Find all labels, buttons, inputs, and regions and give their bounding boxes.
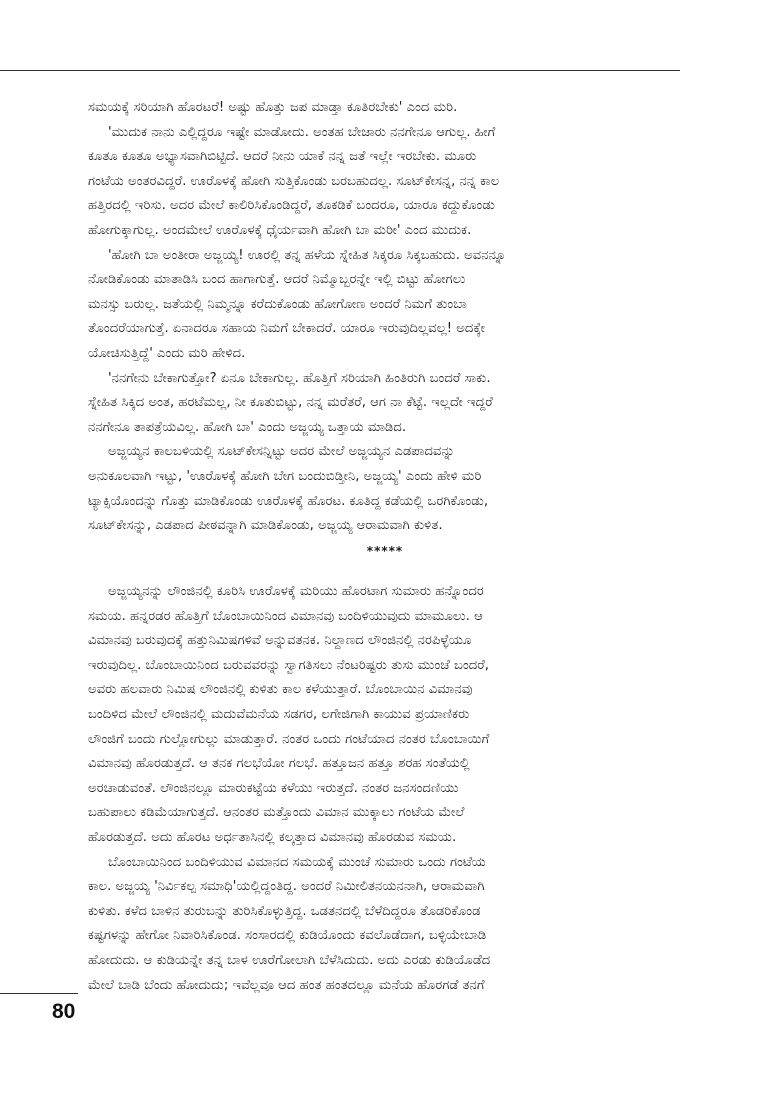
text-line: ವಿಮಾನವು ಬರುವುದಕ್ಕೆ ಹತ್ತುನಿಮಿಷಗಳಿವೆ ಅನ್ನುವತನಕ. ನಿಲ್ದಾಣದ ಲೌಂಜಿನಲ್ಲಿ ನರಪಿಳ್ಳೆಯೂ	[88, 633, 472, 649]
top-rule	[0, 70, 680, 71]
text-line: ಸಮಯಕ್ಕೆ ಸರಿಯಾಗಿ ಹೊರಟರೆ! ಅಷ್ಟು ಹೊತ್ತು ಜಪ ಮಾಡ್ತಾ ಕೂತಿರಬೇಕು' ಎಂದ ಮರಿ.	[88, 100, 458, 115]
text-line: ಇರುವುದಿಲ್ಲ. ಬೊಂಬಾಯಿನಿಂದ ಬರುವವರನ್ನು ಸ್ವಾಗತಿಸಲು ನೆಂಟರಿಷ್ಟರು ತುಸು ಮುಂಚೆ ಬಂದರೆ,	[88, 657, 490, 673]
text-line: ಕಷ್ಟಗಳನ್ನು ಹೇಗೋ ನಿವಾರಿಸಿಕೊಂಡ. ಸಂಸಾರದಲ್ಲಿ ಕುಡಿಯೊಂದು ಕವಲೊಡೆದಾಗ, ಬಳ್ಳಿಯೇಬಾಡಿ	[88, 928, 487, 944]
text-line: ಕಾಲ. ಅಜ್ಜಯ್ಯ 'ನಿರ್ವಿಕಲ್ಪ ಸಮಾಧಿ'ಯಲ್ಲಿದ್ದಂತಿದ್ದ. ಅಂದರೆ ನಿಮೀಲಿತನಯನನಾಗಿ, ಆರಾಮವಾಗಿ	[88, 879, 485, 895]
text-line: ಹೋಗುಕ್ಕಾಗುಲ್ಲ. ಅಂದಮೇಲೆ ಊರೊಳಕ್ಕೆ ಧೈರ್ಯವಾಗಿ ಹೋಗಿ ಬಾ ಮರೀ' ಎಂದ ಮುದುಕ.	[88, 222, 472, 238]
text-line: ಬಹುಪಾಲು ಕಡಿಮೆಯಾಗುತ್ತದೆ. ಆನಂತರ ಮತ್ತೊಂದು ವಿಮಾನ ಮುಕ್ಕಾಲು ಗಂಟೆಯ ಮೇಲೆ	[88, 805, 465, 821]
text-line: ಟ್ಯಾಕ್ಸಿಯೊಂದನ್ನು ಗೊತ್ತು ಮಾಡಿಕೊಂಡು ಊರೊಳಕ್ಕೆ ಹೊರಟ. ಕೂತಿದ್ದ ಕಡೆಯಲ್ಲಿ ಒರಗಿಕೊಂಡು,	[88, 493, 489, 509]
text-line: ಅಜ್ಜಯ್ಯನನ್ನು ಲೌಂಜಿನಲ್ಲಿ ಕೂರಿಸಿ ಊರೊಳಕ್ಕೆ ಮರಿಯು ಹೊರಟಾಗ ಸುಮಾರು ಹನ್ನೊಂದರ	[108, 584, 484, 599]
text-line: ಯೋಚಿಸುತ್ತಿದ್ದೆ' ಎಂದು ಮರಿ ಹೇಳಿದ.	[88, 345, 246, 361]
text-line: 'ನನಗೇನು ಬೇಕಾಗುತ್ತೋ? ಏನೂ ಬೇಕಾಗುಲ್ಲ. ಹೊತ್ತಿಗೆ ಸರಿಯಾಗಿ ಹಿಂತಿರುಗಿ ಬಂದರೆ ಸಾಕು.	[108, 370, 491, 386]
text-line: ಹೊರಡುತ್ತದೆ. ಅದು ಹೊರಟ ಅರ್ಧತಾಸಿನಲ್ಲಿ ಕಲ್ಕತ್ತಾದ ವಿಮಾನವು ಹೊರಡುವ ಸಮಯ.	[88, 829, 457, 845]
text-line: ಮನಸ್ಸು ಬರುಲ್ಲ. ಜತೆಯಲ್ಲಿ ನಿಮ್ಮನ್ನೂ ಕರೆದುಕೊಂಡು ಹೋಗೋಣ ಅಂದರೆ ನಿಮಗೆ ತುಂಬಾ	[88, 296, 467, 312]
text-line: ವಿಮಾನವು ಹೊರಡುತ್ತದೆ. ಆ ತನಕ ಗಲಭೆಯೋ ಗಲಭೆ. ಹತ್ತೂಜನ ಹತ್ತೂ ಶರಹ ಸಂತೆಯಲ್ಲಿ	[88, 756, 470, 772]
text-line: ಸೂಟ್‌ಕೇಸನ್ನು, ಎಡಪಾದ ಪೀಠವನ್ನಾಗಿ ಮಾಡಿಕೊಂಡು, ಅಜ್ಜಯ್ಯ ಆರಾಮವಾಗಿ ಕುಳಿತ.	[88, 518, 443, 534]
section-1	[88, 96, 682, 563]
text-line: ಮೇಲೆ ಬಾಡಿ ಬೆಂದು ಹೋದುದು; ಇವೆಲ್ಲವೂ ಆದ ಹಂತ ಹಂತದಲ್ಲೂ ಮನೆಯ ಹೊರಗಡೆ ತನಗೆ	[88, 977, 485, 993]
text-line: ಕುಳಿತು. ಕಳೆದ ಬಾಳಿನ ತುರುಬನ್ನು ತುರಿಸಿಕೊಳ್ಳುತ್ತಿದ್ದ. ಒಡತನದಲ್ಲಿ ಬೆಳೆದಿದ್ದರೂ ತೊಡರಿಕೊಂಡ	[88, 903, 481, 919]
text-line: ಅನುಕೂಲವಾಗಿ ಇಟ್ಟು, 'ಊರೊಳಕ್ಕೆ ಹೋಗಿ ಬೇಗ ಬಂದುಬಿಡ್ತೀನಿ, ಅಜ್ಜಯ್ಯ' ಎಂದು ಹೇಳಿ ಮರಿ	[88, 468, 482, 484]
text-line: 'ಹೋಗಿ ಬಾ ಅಂತೀರಾ ಅಜ್ಜಯ್ಯ! ಊರಲ್ಲಿ ತನ್ನ ಹಳೆಯ ಸ್ನೇಹಿತ ಸಿಕ್ಕರೂ ಸಿಕ್ಕಬಹುದು. ಅವನನ್ನೂ	[108, 247, 507, 263]
section-divider: *****	[366, 543, 404, 558]
page-number: 80	[52, 1000, 76, 1023]
text-line: ಕೂತೂ ಕೂತೂ ಅಭ್ಯಾಸವಾಗಿಬಿಟ್ಟಿದೆ. ಆದರೆ ನೀನು ಯಾಕೆ ನನ್ನ ಜತೆ ಇಲ್ಲೇ ಇರಬೇಕು. ಮೂರು	[88, 149, 477, 165]
text-line: ಬಂದಿಳಿದ ಮೇಲೆ ಲೌಂಜಿನಲ್ಲಿ ಮದುವೆಮನೆಯ ಸಡಗರ, ಲಗೇಜಿಗಾಗಿ ಕಾಯುವ ಪ್ರಯಾಣಿಕರು	[88, 706, 470, 722]
text-line: 'ಮುದುಕ ನಾನು ಎಲ್ಲಿದ್ದರೂ ಇಷ್ಟೇ ಮಾಡೋದು. ಅಂತಹ ಬೇಜಾರು ನನಗೇನೂ ಆಗುಲ್ಲ. ಹೀಗೆ	[108, 124, 496, 140]
text-line: ಲೌಂಜಿಗೆ ಬಂದು ಗುಲ್ಲೋಗುಲ್ಲು ಮಾಡುತ್ತಾರೆ. ನಂತರ ಒಂದು ಗಂಟೆಯಾದ ನಂತರ ಬೊಂಬಾಯಿಗೆ	[88, 731, 490, 747]
text-line: ನನಗೇನೂ ತಾಪತ್ರೆಯವಿಲ್ಲ. ಹೋಗಿ ಬಾ' ಎಂದು ಅಜ್ಜಯ್ಯ ಒತ್ತಾಯ ಮಾಡಿದ.	[88, 419, 407, 435]
text-line: ಅರಚಾಡುವಂತೆ. ಲೌಂಜಿನಲ್ಲೂ ಮಾರುಕಟ್ಟೆಯ ಕಳೆಯು ಇರುತ್ತದೆ. ನಂತರ ಜನಸಂದಣಿಯು	[88, 780, 459, 796]
section-2	[88, 580, 682, 998]
text-line: ಅವರು ಹಲವಾರು ನಿಮಿಷ ಲೌಂಜಿನಲ್ಲಿ ಕುಳಿತು ಕಾಲ ಕಳೆಯುತ್ತಾರೆ. ಬೊಂಬಾಯಿನ ವಿಮಾನವು	[88, 682, 473, 698]
text-line: ಹೋದುದು. ಆ ಕುಡಿಯನ್ನೇ ತನ್ನ ಬಾಳ ಊರೆಗೋಲಾಗಿ ಬೆಳೆಸಿದುದು. ಅದು ಎರಡು ಕುಡಿಯೊಡೆದ	[88, 952, 491, 968]
text-line: ತೊಂದರೆಯಾಗುತ್ತೆ. ಏನಾದರೂ ಸಹಾಯ ನಿಮಗೆ ಬೇಕಾದರೆ. ಯಾರೂ ಇರುವುದಿಲ್ಲವಲ್ಲ! ಅದಕ್ಕೇ	[88, 321, 485, 337]
text-line: ಅಜ್ಜಯ್ಯನ ಕಾಲಬಳಿಯಲ್ಲಿ ಸೂಟ್‌ಕೇಸನ್ನಿಟ್ಟು ಅದರ ಮೇಲೆ ಅಜ್ಜಯ್ಯನ ಎಡಪಾದವನ್ನು	[108, 444, 455, 460]
text-line: ಸಮಯ. ಹನ್ನರಡರ ಹೊತ್ತಿಗೆ ಬೊಂಬಾಯಿನಿಂದ ವಿಮಾನವು ಬಂದಿಳಿಯುವುದು ಮಾಮೂಲು. ಆ	[88, 608, 483, 624]
text-line: ನೋಡಿಕೊಂಡು ಮಾತಾಡಿಸಿ ಬಂದ ಹಾಗಾಗುತ್ತೆ. ಆದರೆ ನಿಮ್ಮೊಬ್ಬರನ್ನೇ ಇಲ್ಲಿ ಬಿಟ್ಟು ಹೋಗಲು	[88, 272, 466, 288]
footer-rule	[0, 993, 78, 994]
text-line: ಸ್ನೇಹಿತ ಸಿಕ್ಕಿದ ಅಂತ, ಹರಟೆಮಲ್ಲ, ನೀ ಕೂತುಬಿಟ್ಟು, ನನ್ನ ಮರೆತರೆ, ಆಗ ನಾ ಕೆಟ್ಟೆ. ಇಲ್ಲದೇ ಇದ್ದರೆ	[88, 395, 493, 411]
text-line: ಹತ್ತಿರದಲ್ಲಿ ಇರಿಸು. ಅದರ ಮೇಲೆ ಕಾಲಿರಿಸಿಕೊಂಡಿದ್ದರೆ, ತೂಕಡಿಕೆ ಬಂದರೂ, ಯಾರೂ ಕದ್ದುಕೊಂಡು	[88, 198, 495, 214]
text-line: ಗಂಟೆಯ ಅಂತರವಿದ್ದರೆ. ಊರೊಳಕ್ಕೆ ಹೋಗಿ ಸುತ್ತಿಕೊಂಡು ಬರಬಹುದಲ್ಲ. ಸೂಟ್‌ಕೇಸನ್ನ, ನನ್ನ ಕಾಲ	[88, 173, 500, 189]
text-line: ಬೊಂಬಾಯಿನಿಂದ ಬಂದಿಳಿಯುವ ವಿಮಾನದ ಸಮಯಕ್ಕೆ ಮುಂಚೆ ಸುಮಾರು ಒಂದು ಗಂಟೆಯ	[108, 854, 486, 870]
